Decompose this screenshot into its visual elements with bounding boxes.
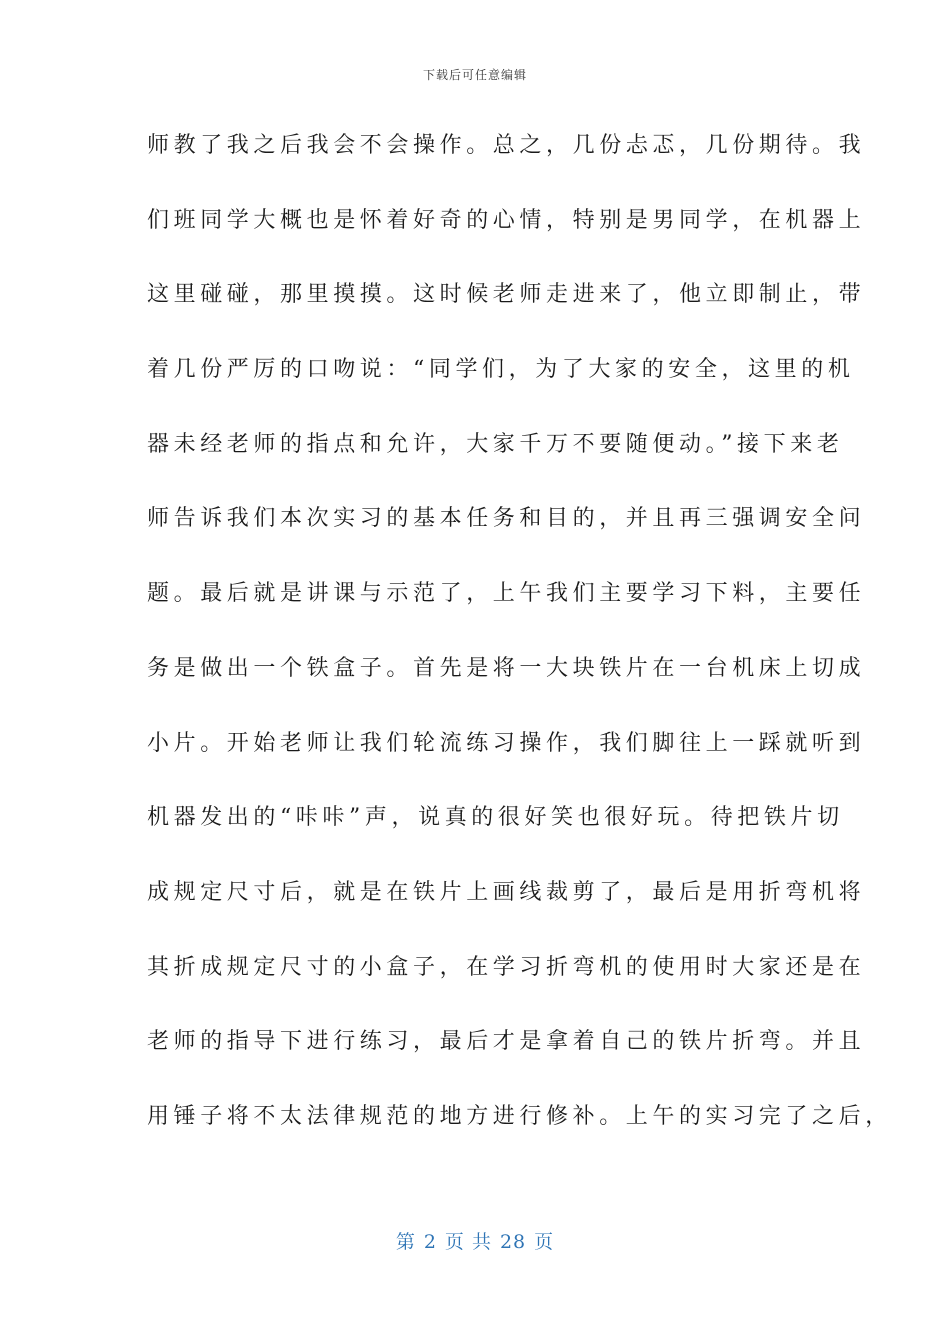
page-number-footer (0, 1227, 950, 1254)
footer-suffix: 页 (534, 1231, 555, 1253)
text-line: 务是做出一个铁盒子。首先是将一大块铁片在一台机床上切成 (147, 655, 866, 681)
text-line: 师告诉我们本次实习的基本任务和目的，并且再三强调安全问 (147, 506, 866, 532)
text-line: 用锤子将不太法律规范的地方进行修补。上午的实习完了之后， (147, 1103, 892, 1129)
text-line: 老师的指导下进行练习，最后才是拿着自己的铁片折弯。并且 (147, 1029, 866, 1055)
text-line: 机器发出的“咔咔”声，说真的很好笑也很好玩。待把铁片切 (147, 805, 844, 831)
current-page-number: 2 (423, 1231, 437, 1253)
page-header: 下载后可任意编辑 (422, 68, 527, 82)
text-line: 这里碰碰，那里摸摸。这时候老师走进来了，他立即制止，带 (147, 282, 866, 308)
text-line: 着几份严厉的口吻说：“同学们，为了大家的安全，这里的机 (147, 357, 855, 383)
text-line: 师教了我之后我会不会操作。总之，几份忐忑，几份期待。我 (147, 133, 866, 158)
text-line: 小片。开始老师让我们轮流练习操作，我们脚往上一踩就听到 (147, 730, 866, 756)
text-line: 成规定尺寸后，就是在铁片上画线裁剪了，最后是用折弯机将 (147, 879, 866, 905)
text-line: 其折成规定尺寸的小盒子，在学习折弯机的使用时大家还是在 (147, 954, 866, 980)
text-line: 题。最后就是讲课与示范了，上午我们主要学习下料，主要任 (147, 581, 866, 607)
total-page-count: 28 (499, 1231, 527, 1253)
footer-prefix: 第 (395, 1231, 416, 1253)
body-text (147, 130, 892, 1176)
footer-middle: 页 共 (444, 1231, 492, 1253)
text-line: 们班同学大概也是怀着好奇的心情，特别是男同学，在机器上 (147, 207, 866, 233)
text-line: 器未经老师的指点和允许，大家千万不要随便动。”接下来老 (147, 431, 844, 457)
